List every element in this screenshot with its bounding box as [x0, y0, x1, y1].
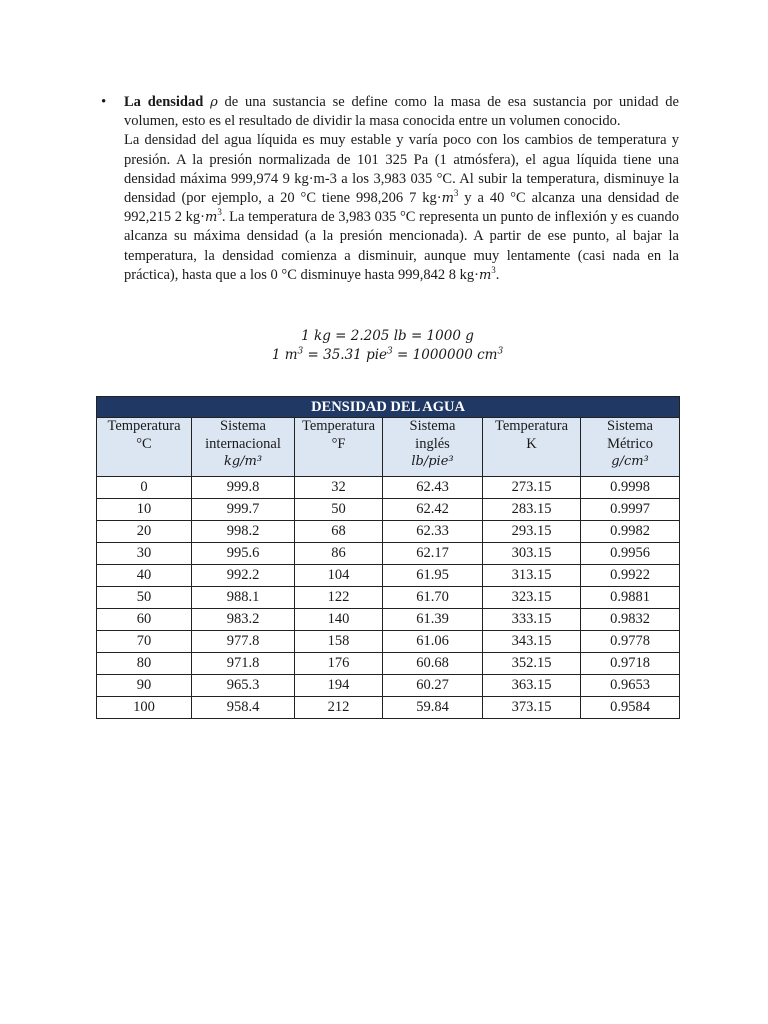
table-row [97, 631, 680, 653]
table-cell: 0.9956 [581, 543, 680, 565]
column-header-line: Métrico [607, 435, 653, 452]
table-row [97, 543, 680, 565]
table-row [97, 565, 680, 587]
definition-text: de una sustancia se define como la masa de esa sustancia por unidad de volumen, esto es el resultado de dividir la masa conocida entre un volumen conocido. [124, 94, 679, 130]
table-row [97, 653, 680, 675]
table-title-row [97, 397, 680, 418]
table-cell: 343.15 [483, 631, 581, 653]
formula-exponent: 3 [497, 346, 504, 357]
table-cell: 373.15 [483, 697, 581, 719]
table-cell: 104 [295, 565, 383, 587]
paragraph-text: . [495, 266, 500, 283]
table-cell: 62.17 [383, 543, 483, 565]
table-cell: 32 [295, 477, 383, 499]
table-cell: 0.9653 [581, 675, 680, 697]
table-cell: 999.8 [192, 477, 295, 499]
table-row [97, 675, 680, 697]
table-cell: 992.2 [192, 565, 295, 587]
column-header-line: g/cm³ [611, 454, 649, 469]
table-cell: 0.9584 [581, 697, 680, 719]
table-cell: 80 [97, 653, 192, 675]
table-cell: 0.9778 [581, 631, 680, 653]
table-cell: 212 [295, 697, 383, 719]
table-title: DENSIDAD DEL AGUA [97, 397, 680, 418]
table-cell: 965.3 [192, 675, 295, 697]
table-cell: 61.95 [383, 565, 483, 587]
water-density-paragraph [124, 131, 679, 285]
table-cell: 0.9881 [581, 587, 680, 609]
table-body [97, 477, 680, 719]
table-row [97, 609, 680, 631]
table-cell: 61.39 [383, 609, 483, 631]
column-header-line: °C [136, 435, 152, 452]
column-header [295, 418, 383, 477]
table-cell: 194 [295, 675, 383, 697]
bullet-icon: • [101, 94, 107, 110]
table-row [97, 697, 680, 719]
table-cell: 363.15 [483, 675, 581, 697]
table-cell: 50 [97, 587, 192, 609]
column-header-line: lb/pie³ [411, 454, 454, 469]
unit-m: m [205, 210, 218, 226]
table-cell: 30 [97, 543, 192, 565]
table-cell: 303.15 [483, 543, 581, 565]
table-cell: 0.9832 [581, 609, 680, 631]
column-header-line: Sistema [220, 418, 266, 434]
column-header-line: Sistema [409, 418, 456, 434]
table-cell: 0 [97, 477, 192, 499]
table-cell: 62.33 [383, 521, 483, 543]
table-cell: 0.9922 [581, 565, 680, 587]
table-cell: 60.68 [383, 653, 483, 675]
column-header-line: Temperatura [494, 418, 569, 434]
table-cell: 100 [97, 697, 192, 719]
table-cell: 273.15 [483, 477, 581, 499]
table-cell: 68 [295, 521, 383, 543]
table-row [97, 499, 680, 521]
column-header-line: Temperatura [301, 418, 376, 434]
table-cell: 0.9982 [581, 521, 680, 543]
column-header [581, 418, 680, 477]
table-cell: 61.06 [383, 631, 483, 653]
conversion-formulas [96, 327, 679, 365]
bullet-text [124, 93, 679, 285]
mass-conversion-formula: 1 kg = 2.205 lb = 1000 g [301, 328, 474, 344]
unit-m: m [478, 267, 492, 283]
lead-term: La densidad [124, 94, 204, 110]
table-row [97, 521, 680, 543]
table-cell: 988.1 [192, 587, 295, 609]
unit-exponent: 3 [491, 265, 496, 275]
formula-part: = 1000000 cm [392, 347, 498, 363]
table-cell: 971.8 [192, 653, 295, 675]
column-header-line: inglés [415, 435, 450, 452]
paragraph-text: La densidad del agua líquida es muy estable y varía poco con los cambios de temperatura y presión. A la presión normalizada de 101 325 Pa (1 atmósfera), el agua líquida tiene una densidad máxima 999,974 9 kg·m-3 a los 3,983 035 °C. Al subir la temperatura, disminuye la densidad (por ejemplo, a 20 °C tiene 998,206 7 kg· [124, 132, 679, 207]
table-cell: 176 [295, 653, 383, 675]
column-header-line: °F [331, 435, 346, 452]
unit-exponent: 3 [217, 207, 222, 218]
formula-part: 1 m [271, 347, 298, 363]
column-header [192, 418, 295, 477]
table-cell: 20 [97, 521, 192, 543]
table-cell: 61.70 [383, 587, 483, 609]
water-density-table [96, 396, 680, 719]
formula-part: = 35.31 pie [303, 347, 388, 363]
column-header-line: K [526, 435, 537, 452]
column-header [97, 418, 192, 477]
paragraph-text: y a 40 °C alcanza una densidad de 992,215 2 kg· [124, 190, 679, 226]
table-cell: 122 [295, 587, 383, 609]
formula-exponent: 3 [387, 346, 393, 357]
rho-symbol: ρ [210, 95, 218, 110]
unit-exponent: 3 [453, 188, 459, 199]
table-cell: 10 [97, 499, 192, 521]
paragraph-text: . La temperatura de 3,983 035 °C representa un punto de inflexión y es cuando alcanza su máxima densidad (a la presión mencionada). A partir de ese punto, al bajar la temperatura, la densidad comienza a disminuir, aunque muy lentamente (casi nada en la práctica), hasta que a los 0 °C disminuye hasta 999,842 8 kg· [124, 209, 679, 283]
column-header [383, 418, 483, 477]
column-header-line: Sistema [607, 418, 653, 434]
table-cell: 70 [97, 631, 192, 653]
table-cell: 995.6 [192, 543, 295, 565]
table-cell: 998.2 [192, 521, 295, 543]
table-cell: 293.15 [483, 521, 581, 543]
table-cell: 958.4 [192, 697, 295, 719]
table-cell: 352.15 [483, 653, 581, 675]
table-cell: 0.9997 [581, 499, 680, 521]
table-cell: 62.43 [383, 477, 483, 499]
formula-exponent: 3 [297, 346, 304, 357]
unit-m: m [441, 191, 454, 207]
table-cell: 158 [295, 631, 383, 653]
table-header-row [97, 418, 680, 477]
table-cell: 60.27 [383, 675, 483, 697]
table-cell: 0.9998 [581, 477, 680, 499]
table-row [97, 477, 680, 499]
table-cell: 0.9718 [581, 653, 680, 675]
table-cell: 59.84 [383, 697, 483, 719]
column-header [483, 418, 581, 477]
table-cell: 323.15 [483, 587, 581, 609]
table-cell: 90 [97, 675, 192, 697]
table-cell: 283.15 [483, 499, 581, 521]
table-cell: 62.42 [383, 499, 483, 521]
table-cell: 40 [97, 565, 192, 587]
table-cell: 60 [97, 609, 192, 631]
volume-conversion-formula [96, 346, 679, 365]
column-header-line: kg/m³ [223, 454, 263, 469]
column-header-line: internacional [205, 435, 281, 452]
table-cell: 86 [295, 543, 383, 565]
definition-paragraph [124, 93, 679, 131]
table-cell: 140 [295, 609, 383, 631]
column-header-line: Temperatura [107, 418, 181, 434]
table-cell: 333.15 [483, 609, 581, 631]
table-cell: 983.2 [192, 609, 295, 631]
table-cell: 999.7 [192, 499, 295, 521]
table-cell: 977.8 [192, 631, 295, 653]
table-row [97, 587, 680, 609]
table-cell: 50 [295, 499, 383, 521]
table-cell: 313.15 [483, 565, 581, 587]
